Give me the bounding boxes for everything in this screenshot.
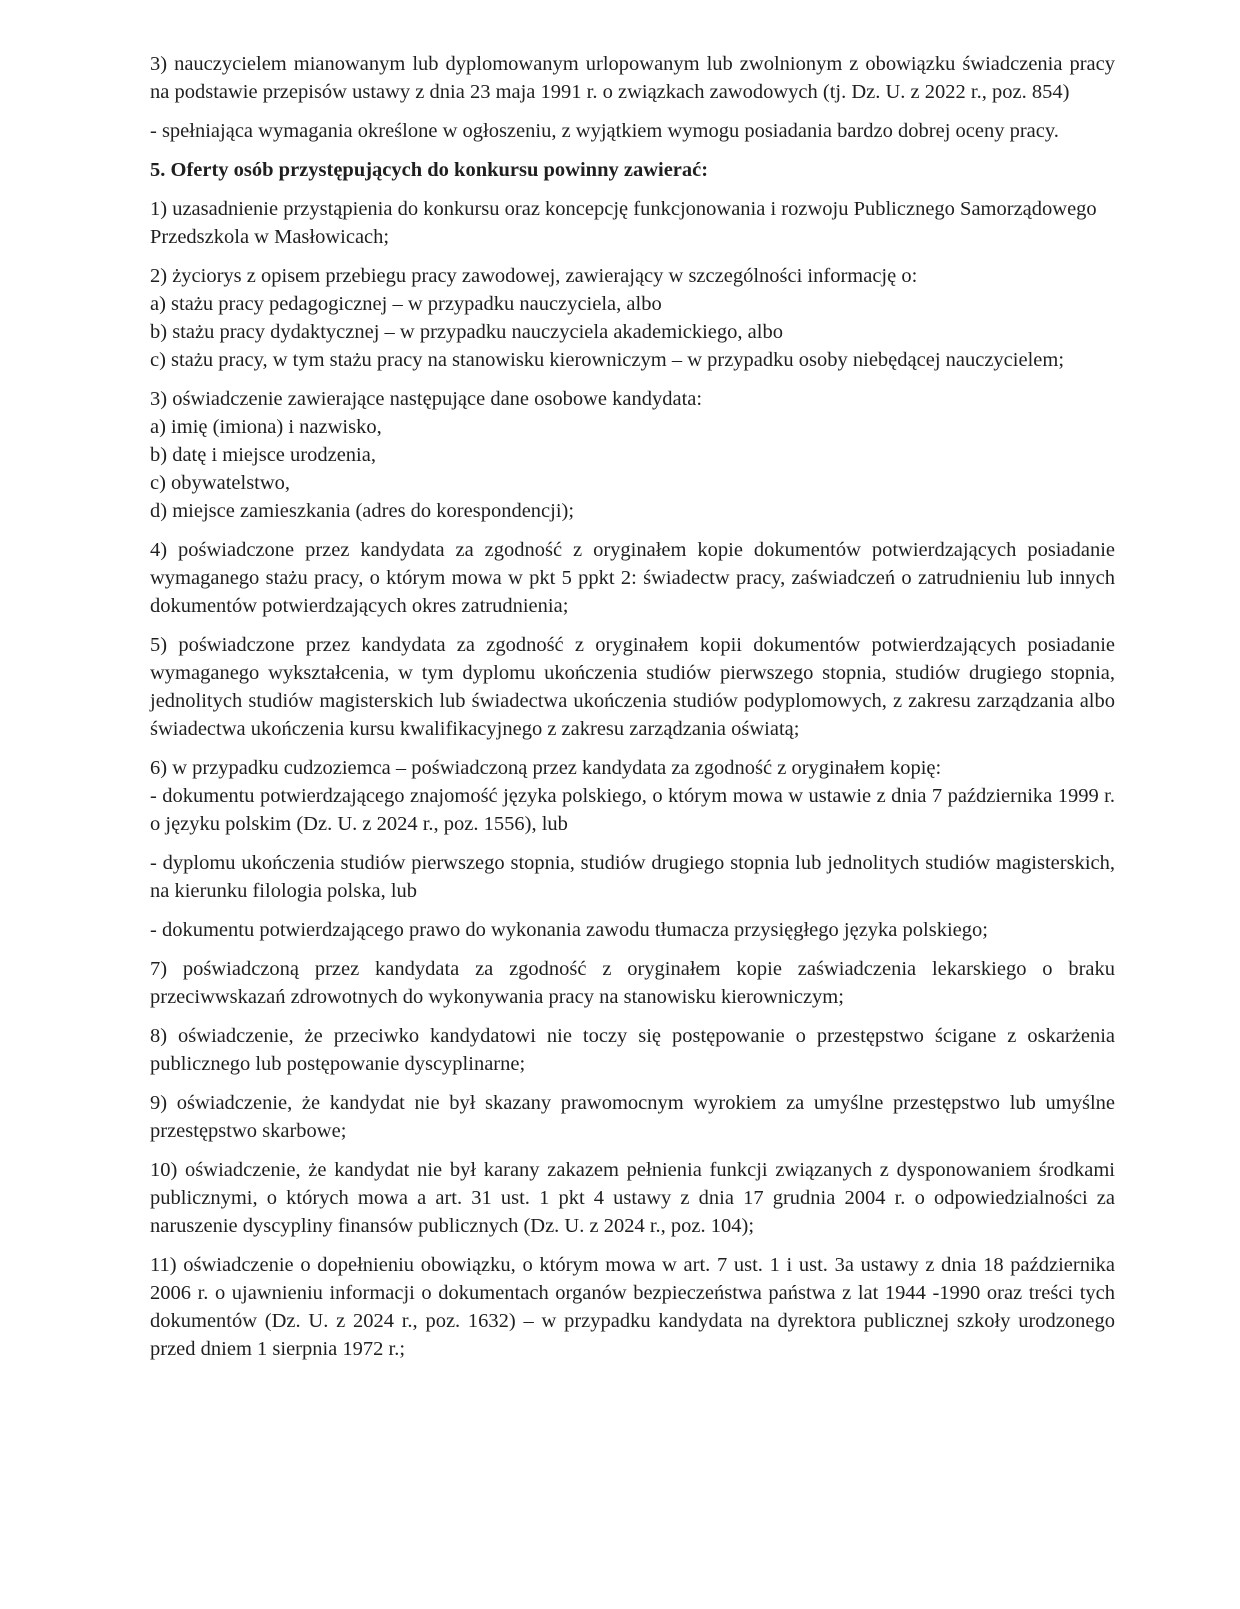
- list-item-9: 9) oświadczenie, że kandydat nie był skazany prawomocnym wyrokiem za umyślne przestępstwo lub umyślne przestępstwo skarbowe;: [150, 1092, 1115, 1142]
- list-item-6-intro: 6) w przypadku cudzoziemca – poświadczoną przez kandydata za zgodność z oryginałem kopię:: [150, 757, 942, 779]
- list-item-6-dash-1: - dokumentu potwierdzającego znajomość języka polskiego, o którym mowa w ustawie z dnia 7 października 1999 r. o języku polskim (Dz. U. z 2024 r., poz. 1556), lub: [150, 785, 1115, 835]
- list-item-4: 4) poświadczone przez kandydata za zgodność z oryginałem kopie dokumentów potwierdzających posiadanie wymaganego stażu pracy, o którym mowa w pkt 5 ppkt 2: świadectw pracy, zaświadczeń o zatrudnieniu lub innych dokumentów potwierdzających okres zatrudnienia;: [150, 539, 1115, 617]
- list-item-3-b: b) datę i miejsce urodzenia,: [150, 444, 376, 466]
- document-page: [150, 50, 1115, 1374]
- list-item-6-dash-3: - dokumentu potwierdzającego prawo do wykonania zawodu tłumacza przysięgłego języka polskiego;: [150, 919, 988, 941]
- list-item-3-c: c) obywatelstwo,: [150, 472, 291, 494]
- list-item-2-intro: 2) życiorys z opisem przebiegu pracy zawodowej, zawierający w szczególności informację o:: [150, 265, 918, 287]
- paragraph-teacher-on-leave: 3) nauczycielem mianowanym lub dyplomowanym urlopowanym lub zwolnionym z obowiązku świadczenia pracy na podstawie przepisów ustawy z dnia 23 maja 1991 r. o związkach zawodowych (tj. Dz. U. z 2022 r., poz. 854): [150, 53, 1115, 103]
- list-item-8: 8) oświadczenie, że przeciwko kandydatowi nie toczy się postępowanie o przestępstwo ścigane z oskarżenia publicznego lub postępowanie dyscyplinarne;: [150, 1025, 1115, 1075]
- list-item-3: [150, 385, 1115, 525]
- list-item-3-d: d) miejsce zamieszkania (adres do korespondencji);: [150, 500, 575, 522]
- list-item-3-intro: 3) oświadczenie zawierające następujące dane osobowe kandydata:: [150, 388, 703, 410]
- list-item-5: 5) poświadczone przez kandydata za zgodność z oryginałem kopii dokumentów potwierdzających posiadanie wymaganego wykształcenia, w tym dyplomu ukończenia studiów pierwszego stopnia, studiów drugiego stopnia, jednolitych studiów magisterskich lub świadectwa ukończenia studiów podyplomowych, z zakresu zarządzania albo świadectwa ukończenia kursu kwalifikacyjnego z zakresu zarządzania oświatą;: [150, 634, 1115, 740]
- paragraph-requirements-exception: - spełniająca wymagania określone w ogłoszeniu, z wyjątkiem wymogu posiadania bardzo dobrej oceny pracy.: [150, 120, 1059, 142]
- list-item-2: [150, 262, 1115, 374]
- list-item-2-c: c) stażu pracy, w tym stażu pracy na stanowisku kierowniczym – w przypadku osoby niebędącej nauczycielem;: [150, 349, 1065, 371]
- list-item-7: 7) poświadczoną przez kandydata za zgodność z oryginałem kopie zaświadczenia lekarskiego o braku przeciwwskazań zdrowotnych do wykonywania pracy na stanowisku kierowniczym;: [150, 958, 1115, 1008]
- list-item-6: [150, 754, 1115, 838]
- section-5-heading: 5. Oferty osób przystępujących do konkursu powinny zawierać:: [150, 159, 709, 181]
- list-item-6-dash-2: - dyplomu ukończenia studiów pierwszego stopnia, studiów drugiego stopnia lub jednolitych studiów magisterskich, na kierunku filologia polska, lub: [150, 852, 1115, 902]
- list-item-10: 10) oświadczenie, że kandydat nie był karany zakazem pełnienia funkcji związanych z dysponowaniem środkami publicznymi, o których mowa a art. 31 ust. 1 pkt 4 ustawy z dnia 17 grudnia 2004 r. o odpowiedzialności za naruszenie dyscypliny finansów publicznych (Dz. U. z 2024 r., poz. 104);: [150, 1159, 1115, 1237]
- list-item-3-a: a) imię (imiona) i nazwisko,: [150, 416, 382, 438]
- list-item-2-a: a) stażu pracy pedagogicznej – w przypadku nauczyciela, albo: [150, 293, 662, 315]
- list-item-11: 11) oświadczenie o dopełnieniu obowiązku, o którym mowa w art. 7 ust. 1 i ust. 3a ustawy z dnia 18 października 2006 r. o ujawnieniu informacji o dokumentach organów bezpieczeństwa państwa z lat 1944 -1990 oraz treści tych dokumentów (Dz. U. z 2024 r., poz. 1632) – w przypadku kandydata na dyrektora publicznej szkoły urodzonego przed dniem 1 sierpnia 1972 r.;: [150, 1254, 1115, 1360]
- list-item-1: 1) uzasadnienie przystąpienia do konkursu oraz koncepcję funkcjonowania i rozwoju Publicznego Samorządowego Przedszkola w Masłowicach;: [150, 198, 1097, 248]
- list-item-2-b: b) stażu pracy dydaktycznej – w przypadku nauczyciela akademickiego, albo: [150, 321, 783, 343]
